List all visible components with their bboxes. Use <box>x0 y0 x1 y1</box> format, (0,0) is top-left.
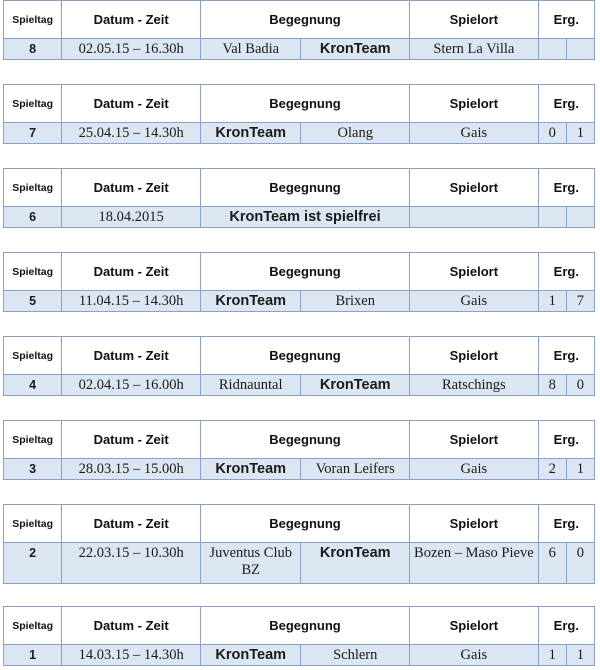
header-row <box>4 421 595 459</box>
spieltag-cell: 2 <box>4 543 62 584</box>
header-row <box>4 505 595 543</box>
table-row <box>4 123 595 144</box>
spieltag-cell: 6 <box>4 207 62 228</box>
spieltag-cell: 1 <box>4 645 62 666</box>
header-row <box>4 337 595 375</box>
spieltag-cell: 8 <box>4 39 62 60</box>
header-row <box>4 253 595 291</box>
away-goals: 0 <box>566 375 594 396</box>
header-spieltag: Spieltag <box>4 505 62 543</box>
spielort-cell <box>410 207 539 228</box>
away-goals <box>566 207 594 228</box>
table-row <box>4 645 595 666</box>
header-spielort: Spielort <box>410 253 539 291</box>
home-goals: 1 <box>538 645 566 666</box>
header-datum: Datum - Zeit <box>62 505 201 543</box>
datum-cell: 28.03.15 – 15.00h <box>62 459 201 480</box>
home-team: KronTeam <box>200 645 301 666</box>
home-goals: 2 <box>538 459 566 480</box>
header-datum: Datum - Zeit <box>62 85 201 123</box>
header-spielort: Spielort <box>410 85 539 123</box>
home-team: KronTeam <box>200 291 301 312</box>
header-datum: Datum - Zeit <box>62 337 201 375</box>
home-team: KronTeam <box>200 459 301 480</box>
header-begegnung: Begegnung <box>200 337 409 375</box>
header-ergebnis: Erg. <box>538 421 594 459</box>
header-begegnung: Begegnung <box>200 253 409 291</box>
spielort-cell: Stern La Villa <box>410 39 539 60</box>
datum-cell: 02.04.15 – 16.00h <box>62 375 201 396</box>
header-datum: Datum - Zeit <box>62 253 201 291</box>
header-spieltag: Spieltag <box>4 607 62 645</box>
header-datum: Datum - Zeit <box>62 169 201 207</box>
spielort-cell: Gais <box>410 123 539 144</box>
away-goals <box>566 39 594 60</box>
datum-cell: 22.03.15 – 10.30h <box>62 543 201 584</box>
header-row <box>4 85 595 123</box>
header-spielort: Spielort <box>410 505 539 543</box>
away-team: KronTeam <box>301 375 410 396</box>
header-ergebnis: Erg. <box>538 169 594 207</box>
header-ergebnis: Erg. <box>538 253 594 291</box>
datum-cell: 11.04.15 – 14.30h <box>62 291 201 312</box>
match-table <box>3 0 595 60</box>
header-spielort: Spielort <box>410 607 539 645</box>
home-goals <box>538 39 566 60</box>
header-ergebnis: Erg. <box>538 85 594 123</box>
match-table <box>3 168 595 228</box>
header-begegnung: Begegnung <box>200 169 409 207</box>
match-table <box>3 84 595 144</box>
table-row <box>4 39 595 60</box>
header-spieltag: Spieltag <box>4 169 62 207</box>
spielort-cell: Ratschings <box>410 375 539 396</box>
spielort-cell: Gais <box>410 291 539 312</box>
header-spielort: Spielort <box>410 421 539 459</box>
header-spieltag: Spieltag <box>4 253 62 291</box>
home-goals: 1 <box>538 291 566 312</box>
header-datum: Datum - Zeit <box>62 1 201 39</box>
away-team: Voran Leifers <box>301 459 410 480</box>
home-goals: 6 <box>538 543 566 584</box>
match-table <box>3 606 595 666</box>
table-row <box>4 291 595 312</box>
header-begegnung: Begegnung <box>200 607 409 645</box>
spieltag-cell: 5 <box>4 291 62 312</box>
datum-cell: 25.04.15 – 14.30h <box>62 123 201 144</box>
table-row <box>4 207 595 228</box>
table-row <box>4 375 595 396</box>
header-datum: Datum - Zeit <box>62 607 201 645</box>
datum-cell: 14.03.15 – 14.30h <box>62 645 201 666</box>
header-spieltag: Spieltag <box>4 1 62 39</box>
header-ergebnis: Erg. <box>538 505 594 543</box>
home-team: Val Badia <box>200 39 301 60</box>
away-team: Brixen <box>301 291 410 312</box>
home-goals: 0 <box>538 123 566 144</box>
datum-cell: 02.05.15 – 16.30h <box>62 39 201 60</box>
header-row <box>4 1 595 39</box>
header-spielort: Spielort <box>410 337 539 375</box>
header-spielort: Spielort <box>410 169 539 207</box>
header-row <box>4 169 595 207</box>
spieltag-cell: 3 <box>4 459 62 480</box>
header-ergebnis: Erg. <box>538 607 594 645</box>
header-spielort: Spielort <box>410 1 539 39</box>
away-goals: 1 <box>566 459 594 480</box>
home-goals <box>538 207 566 228</box>
header-row <box>4 607 595 645</box>
home-team: Ridnauntal <box>200 375 301 396</box>
home-team: KronTeam <box>200 123 301 144</box>
header-ergebnis: Erg. <box>538 1 594 39</box>
away-team: Schlern <box>301 645 410 666</box>
spielort-cell: Bozen – Maso Pieve <box>410 543 539 584</box>
datum-cell: 18.04.2015 <box>62 207 201 228</box>
header-begegnung: Begegnung <box>200 421 409 459</box>
spielfrei-note: KronTeam ist spielfrei <box>200 207 409 228</box>
header-datum: Datum - Zeit <box>62 421 201 459</box>
away-team: KronTeam <box>301 543 410 584</box>
spielort-cell: Gais <box>410 459 539 480</box>
match-table <box>3 504 595 584</box>
header-spieltag: Spieltag <box>4 421 62 459</box>
header-begegnung: Begegnung <box>200 1 409 39</box>
header-spieltag: Spieltag <box>4 337 62 375</box>
match-table <box>3 336 595 396</box>
spieltag-cell: 7 <box>4 123 62 144</box>
away-goals: 7 <box>566 291 594 312</box>
match-table <box>3 252 595 312</box>
home-team: Juventus Club BZ <box>200 543 301 584</box>
away-goals: 1 <box>566 645 594 666</box>
header-begegnung: Begegnung <box>200 85 409 123</box>
match-table <box>3 420 595 480</box>
header-begegnung: Begegnung <box>200 505 409 543</box>
away-goals: 1 <box>566 123 594 144</box>
table-row <box>4 459 595 480</box>
away-goals: 0 <box>566 543 594 584</box>
header-spieltag: Spieltag <box>4 85 62 123</box>
spieltag-cell: 4 <box>4 375 62 396</box>
away-team: KronTeam <box>301 39 410 60</box>
spielort-cell: Gais <box>410 645 539 666</box>
table-row <box>4 543 595 584</box>
header-ergebnis: Erg. <box>538 337 594 375</box>
home-goals: 8 <box>538 375 566 396</box>
away-team: Olang <box>301 123 410 144</box>
